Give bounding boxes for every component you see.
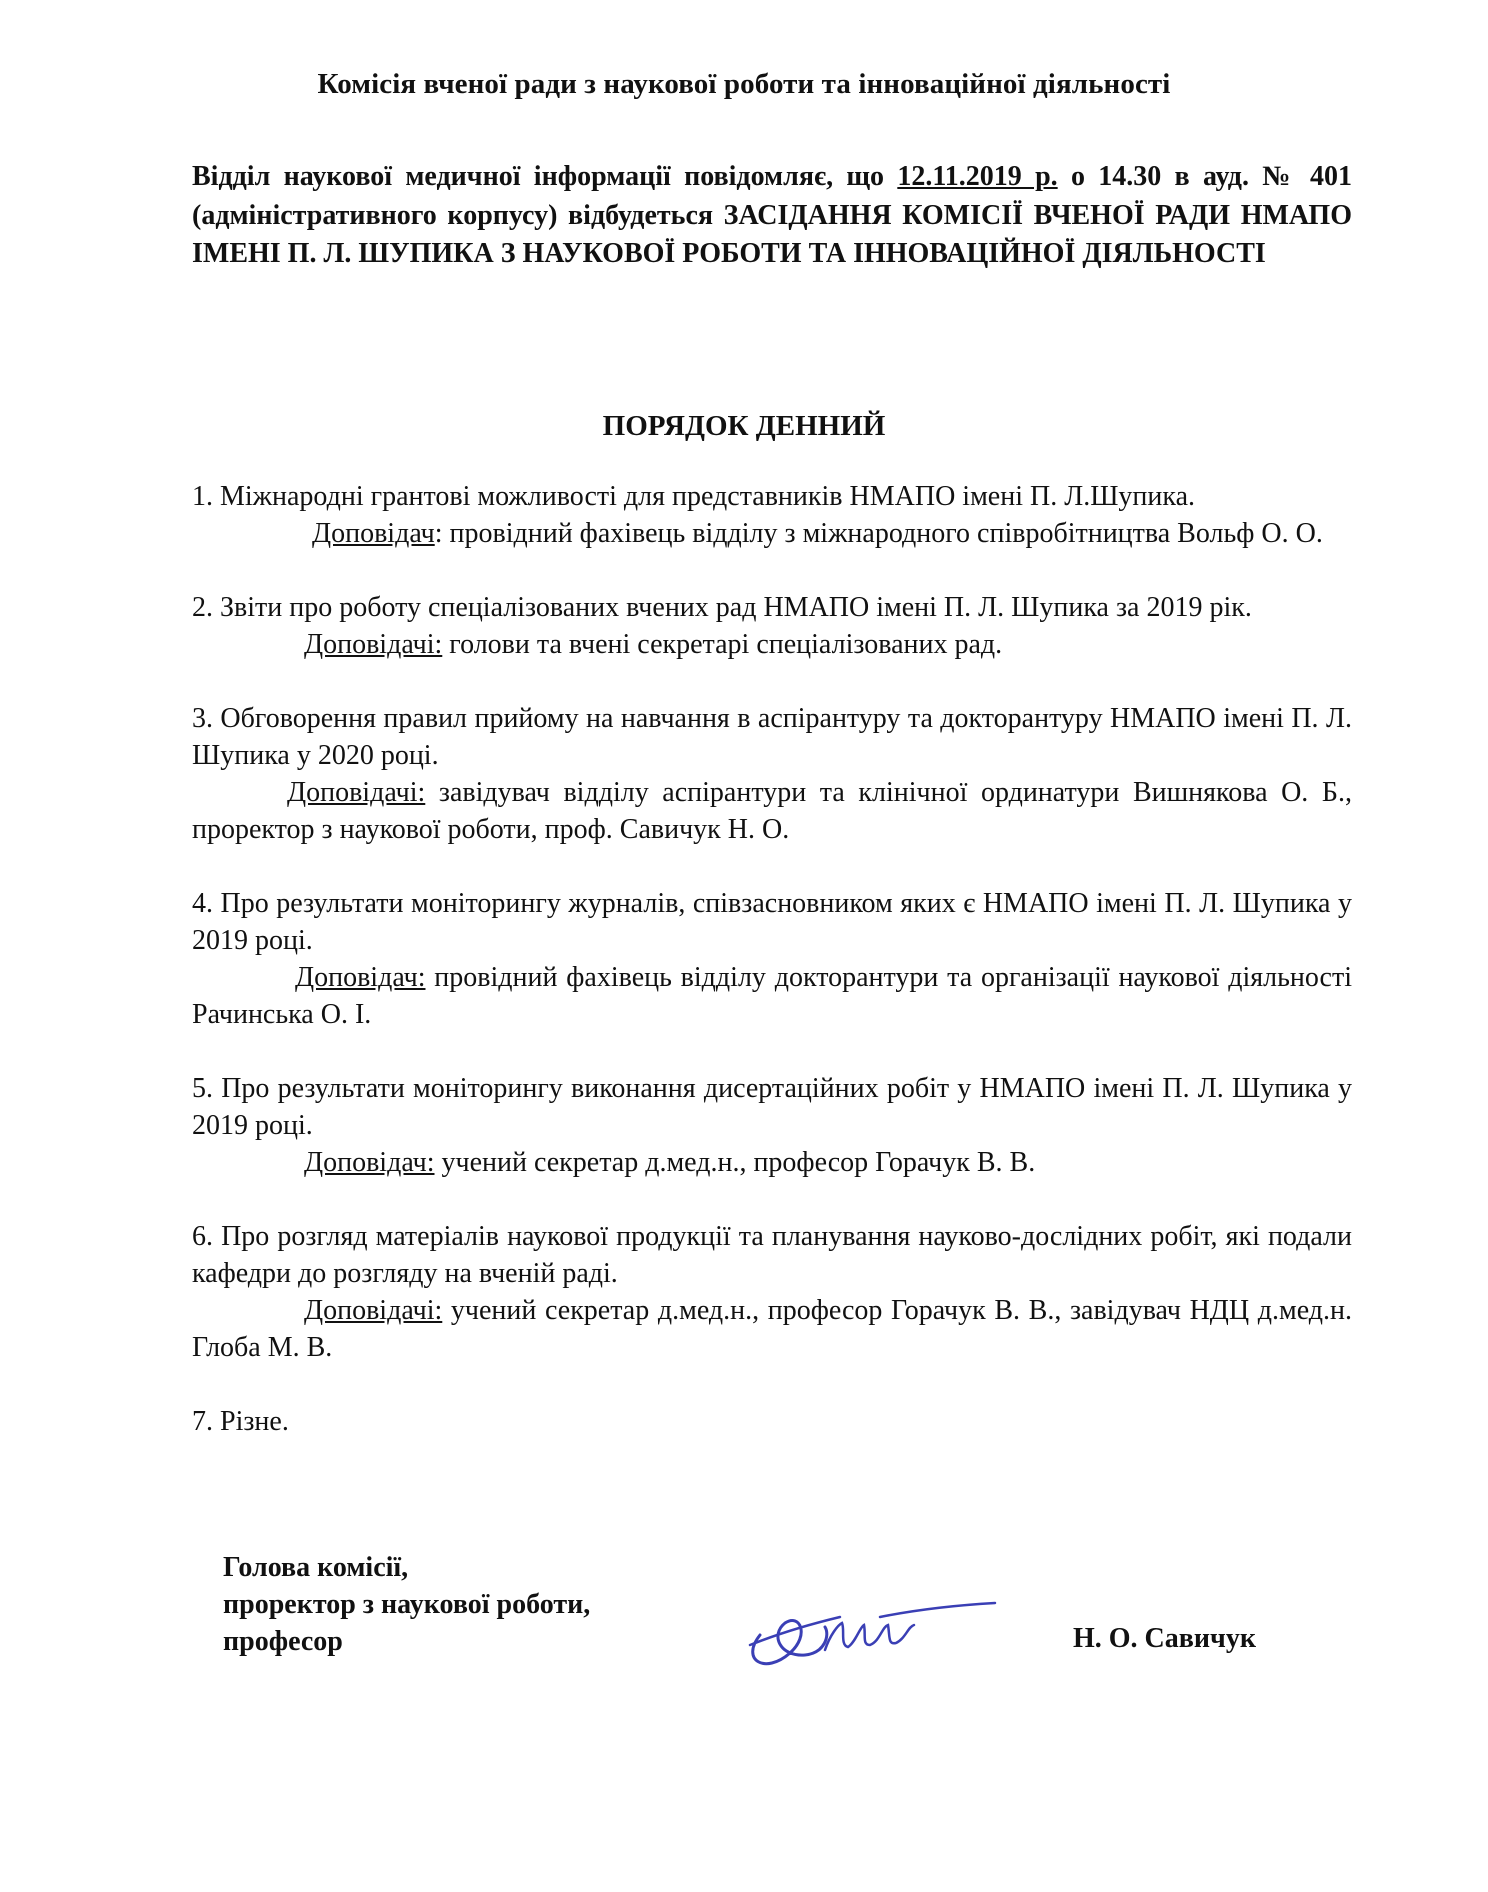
agenda-item-speaker [192, 626, 1352, 663]
signer-position-line-1: Голова комісії, [223, 1552, 409, 1583]
agenda-item-title: 7. Різне. [192, 1406, 289, 1437]
agenda-item-title: 6. Про розгляд матеріалів наукової продукції та планування науково-дослідних робіт, які подали кафедри до розгляду на вченій раді. [192, 1221, 1352, 1289]
speaker-label: Доповідач: [295, 962, 426, 993]
agenda-item-title: 2. Звіти про роботу спеціалізованих вчених рад НМАПО імені П. Л. Шупика за 2019 рік. [192, 592, 1252, 623]
speaker-label: Доповідачі: [304, 1295, 443, 1326]
agenda-item-speaker [192, 959, 1352, 1033]
signer-position-line-3: професор [223, 1626, 343, 1657]
speaker-text: учений секретар д.мед.н., професор Горачук В. В. [434, 1147, 1036, 1178]
agenda-item [192, 1070, 1352, 1181]
agenda-list [192, 478, 1352, 1477]
speaker-label: Доповідач: [304, 1147, 435, 1178]
speaker-text: : провідний фахівець відділу з міжнародного співробітництва Вольф О. О. [434, 518, 1323, 549]
speaker-text: провідний фахівець відділу докторантури та організації наукової діяльності Рачинська О. І. [192, 962, 1352, 1030]
agenda-item-speaker [192, 1144, 1352, 1181]
meeting-date: 12.11.2019 р. [897, 161, 1058, 192]
speaker-text: завідувач відділу аспірантури та клінічної ординатури Вишнякова О. Б., проректор з наукової роботи, проф. Савичук Н. О. [192, 777, 1352, 845]
agenda-item [192, 885, 1352, 1033]
handwritten-signature-icon [730, 1565, 1030, 1685]
agenda-item-title: 5. Про результати моніторингу виконання дисертаційних робіт у НМАПО імені П. Л. Шупика у 2019 році. [192, 1073, 1352, 1141]
speaker-text: учений секретар д.мед.н., професор Горачук В. В., завідувач НДЦ д.мед.н. Глоба М. В. [192, 1295, 1352, 1363]
speaker-label: Доповідач [312, 518, 435, 549]
agenda-item [192, 1218, 1352, 1366]
signer-position-line-2: проректор з наукової роботи, [223, 1589, 591, 1620]
agenda-item-title: 3. Обговорення правил прийому на навчання в аспірантуру та докторантуру НМАПО імені П. Л. Шупика у 2020 році. [192, 703, 1352, 771]
agenda-item [192, 478, 1352, 552]
announcement-text-start: Відділ наукової медичної інформації повідомляє, що [192, 161, 898, 192]
speaker-label: Доповідачі: [287, 777, 426, 808]
announcement-paragraph [192, 158, 1352, 274]
agenda-title: ПОРЯДОК ДЕННИЙ [602, 410, 886, 442]
agenda-item-speaker [192, 1292, 1352, 1366]
signature-block [223, 1549, 590, 1660]
speaker-text: голови та вчені секретарі спеціалізованих рад. [442, 629, 1003, 660]
page-title: Комісія вченої ради з наукової роботи та інноваційної діяльності [317, 68, 1171, 100]
agenda-item-title: 1. Міжнародні грантові можливості для представників НМАПО імені П. Л.Шупика. [192, 481, 1196, 512]
agenda-item-title: 4. Про результати моніторингу журналів, співзасновником яких є НМАПО імені П. Л. Шупика у 2019 році. [192, 888, 1352, 956]
agenda-item-speaker [192, 515, 1352, 552]
agenda-item [192, 700, 1352, 848]
agenda-item [192, 589, 1352, 663]
agenda-item [192, 1403, 1352, 1440]
speaker-label: Доповідачі: [304, 629, 443, 660]
announcement-text-end: о 14.30 в ауд. № 401 (адміністративного корпусу) відбудеться ЗАСІДАННЯ КОМІСІЇ ВЧЕНОЇ РАДИ НМАПО ІМЕНІ П. Л. ШУПИКА З НАУКОВОЇ РОБОТИ ТА ІННОВАЦІЙНОЇ ДІЯЛЬНОСТІ [192, 161, 1352, 269]
signer-name: Н. О. Савичук [1073, 1623, 1256, 1654]
agenda-item-speaker [192, 774, 1352, 848]
